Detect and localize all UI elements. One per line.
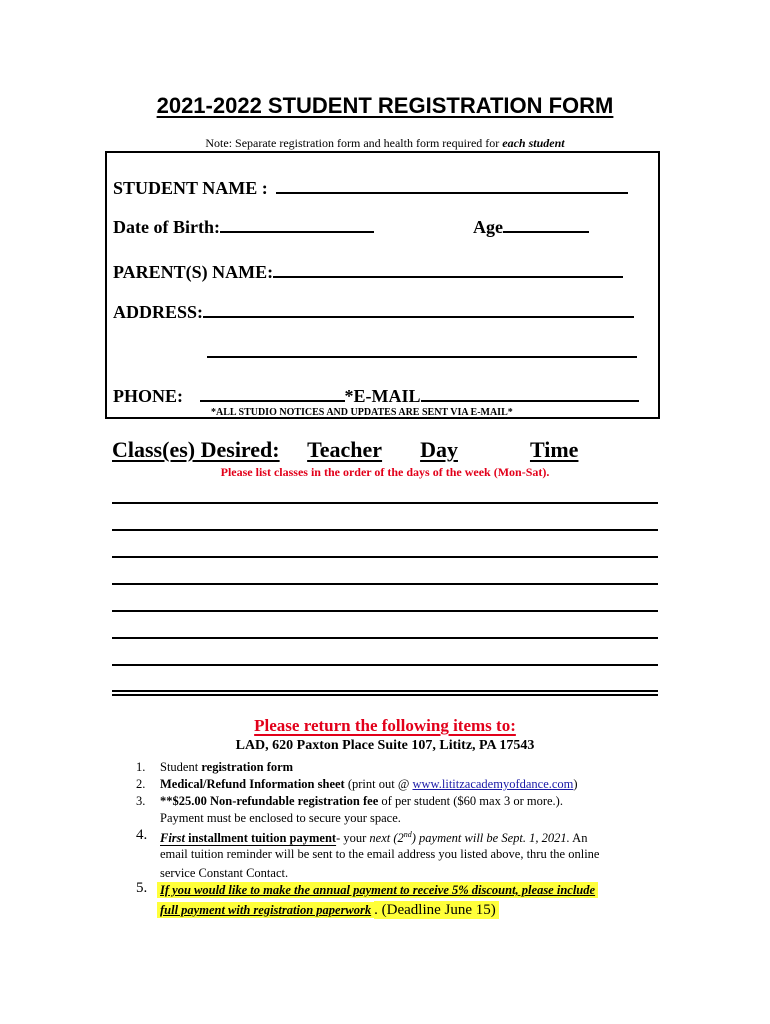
list-item: 2.: [136, 777, 146, 791]
class-line[interactable]: [112, 529, 658, 531]
age-row: [473, 217, 589, 238]
dob-label: Date of Birth:: [113, 217, 220, 237]
phone-row: [113, 386, 639, 407]
classes-header: [112, 437, 578, 463]
address-field-line2[interactable]: [207, 356, 637, 358]
page-title: 2021-2022 STUDENT REGISTRATION FORM: [156, 93, 614, 118]
class-line[interactable]: [112, 583, 658, 585]
list-item-text: If you would like to make the annual payment to receive 5% discount, please include: [157, 883, 598, 898]
list-item-text-line2: full payment with registration paperwork . (Deadline June 15): [157, 901, 499, 919]
teacher-column-label: Teacher: [307, 437, 383, 462]
email-label: *E-MAIL: [344, 386, 421, 406]
list-item-text: Student registration form: [160, 760, 294, 774]
address-field-line1[interactable]: [203, 316, 634, 318]
classes-label: Class(es) Desired:: [112, 437, 280, 462]
class-line[interactable]: [112, 556, 658, 558]
list-item-text: **$25.00 Non-refundable registration fee of per student ($60 max 3 or more.).: [160, 794, 563, 808]
phone-label: PHONE:: [113, 386, 183, 406]
address-row: [113, 302, 634, 323]
list-item-text: First installment tuition payment- your next (2nd) payment will be Sept. 1, 2021. An: [160, 830, 588, 846]
student-name-field[interactable]: [276, 192, 628, 194]
class-line[interactable]: [112, 690, 658, 692]
list-item-text-line2: Payment must be enclosed to secure your space.: [160, 811, 401, 825]
note-text: Note: Separate registration form and health form required for: [205, 136, 503, 150]
dob-field[interactable]: [220, 231, 374, 233]
list-item: 1.: [136, 760, 146, 774]
website-link[interactable]: www.lititzacademyofdance.com: [412, 777, 574, 791]
return-heading: Please return the following items to:: [254, 716, 516, 735]
form-note: [0, 136, 770, 151]
list-item: 3.: [136, 794, 146, 808]
dob-row: [113, 217, 374, 238]
return-address: LAD, 620 Paxton Place Suite 107, Lititz, PA 17543: [235, 738, 535, 753]
list-item-text: Medical/Refund Information sheet (print out @ www.lititzacademyofdance.com): [160, 777, 578, 791]
list-item: 5.: [136, 880, 148, 896]
parent-label: PARENT(S) NAME:: [113, 262, 274, 282]
student-name-label: STUDENT NAME :: [113, 178, 268, 198]
classes-instruction: Please list classes in the order of the days of the week (Mon-Sat).: [220, 465, 550, 479]
parent-row: [113, 262, 623, 283]
list-item-text-line2: email tuition reminder will be sent to the email address you listed above, thru the online: [160, 847, 600, 861]
day-column-label: Day: [420, 437, 458, 462]
class-line-double: [112, 694, 658, 696]
class-line[interactable]: [112, 610, 658, 612]
address-label: ADDRESS:: [113, 302, 204, 322]
list-item-text-line3: service Constant Contact.: [160, 866, 289, 880]
student-name-row: [113, 178, 628, 199]
phone-field[interactable]: [200, 400, 345, 402]
note-emphasis: each student: [502, 136, 565, 150]
email-field[interactable]: [421, 400, 639, 402]
time-column-label: Time: [529, 437, 579, 462]
class-line[interactable]: [112, 664, 658, 666]
class-line[interactable]: [112, 502, 658, 504]
list-item: 4.: [136, 827, 148, 843]
age-label: Age: [473, 217, 503, 237]
parent-name-field[interactable]: [273, 276, 623, 278]
age-field[interactable]: [503, 231, 589, 233]
email-notice: *ALL STUDIO NOTICES AND UPDATES ARE SENT VIA E-MAIL*: [211, 407, 513, 418]
class-line[interactable]: [112, 637, 658, 639]
